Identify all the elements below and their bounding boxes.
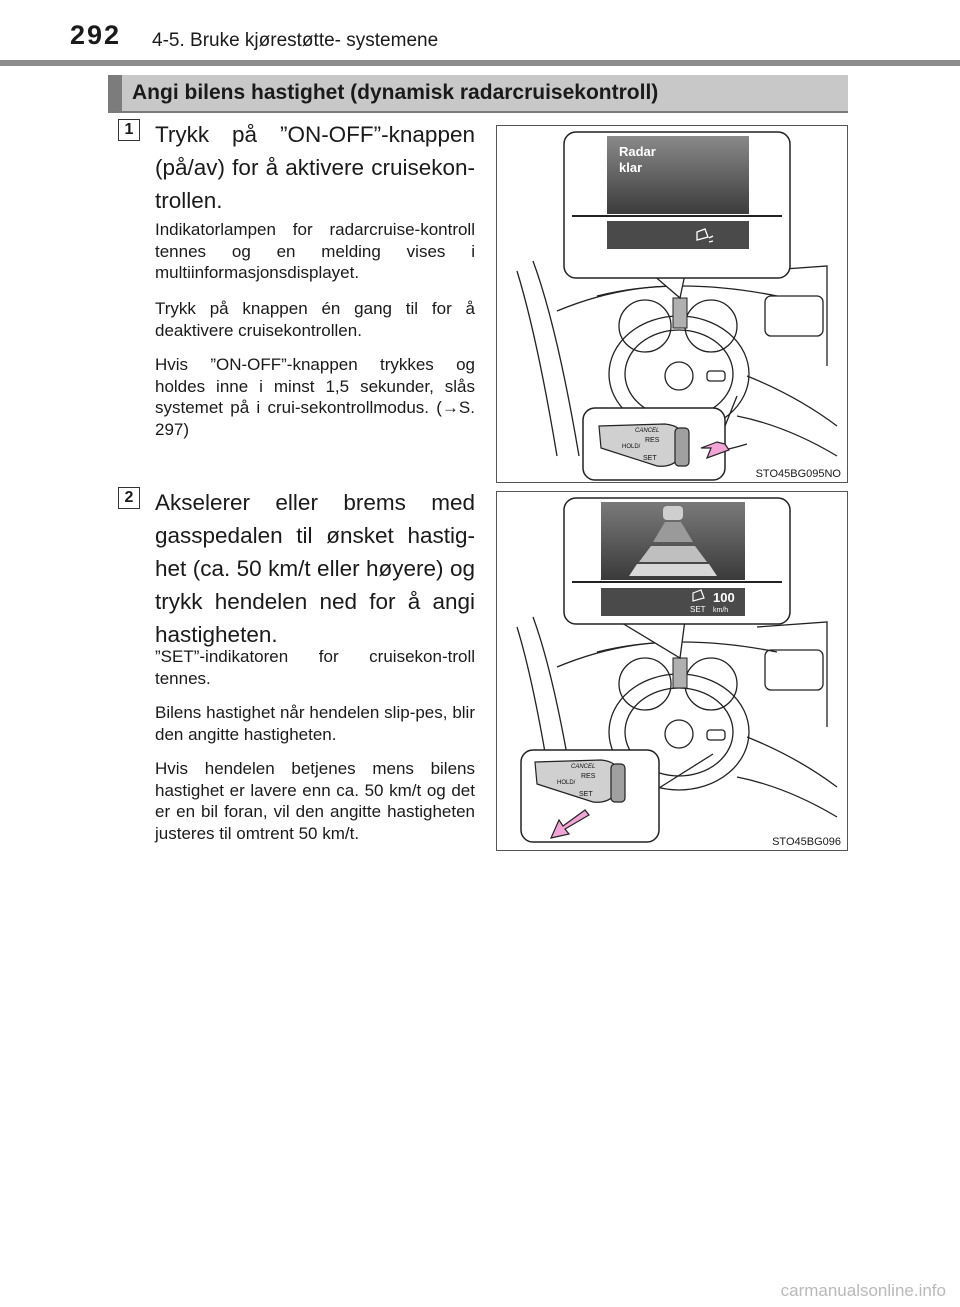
figure-code-2: STO45BG096 bbox=[772, 836, 841, 848]
step-2-number: 2 bbox=[118, 487, 140, 509]
figure-code-1: STO45BG095NO bbox=[755, 468, 841, 480]
lever-label-set: SET bbox=[643, 455, 657, 462]
display-message-line1: Radar bbox=[619, 144, 656, 159]
lever-label-cancel: CANCEL bbox=[635, 428, 660, 434]
step-2-figure bbox=[496, 491, 848, 851]
step-1-note-3: Hvis ”ON-OFF”-knappen trykkes og holdes inne i minst 1,5 sekunder, slås systemet på i crui-sekontrollmodus. (→S. 297) bbox=[155, 355, 475, 439]
section-title-accent bbox=[108, 75, 122, 111]
step-1-instruction: Trykk på ”ON-OFF”-knappen (på/av) for å aktivere cruisekon-trollen. bbox=[155, 122, 475, 213]
lever-label-res: RES bbox=[645, 437, 660, 444]
step-2-note-1: ”SET”-indikatoren for cruisekon-troll tennes. bbox=[155, 647, 475, 688]
step-1-figure bbox=[496, 125, 848, 483]
step-2-note-3: Hvis hendelen betjenes mens bilens hastighet er lavere enn ca. 50 km/t og det er en bil foran, vil den angitte hastigheten justeres til omtrent 50 km/t. bbox=[155, 759, 475, 843]
step-2-note-2: Bilens hastighet når hendelen slip-pes, blir den angitte hastigheten. bbox=[155, 703, 475, 744]
lever-label-hold: HOLD/ bbox=[622, 444, 641, 450]
section-title: Angi bilens hastighet (dynamisk radarcruisekontroll) bbox=[132, 81, 659, 104]
section-title-bar bbox=[108, 75, 848, 113]
display-message-line2: klar bbox=[619, 160, 643, 175]
lever-label-cancel: CANCEL bbox=[571, 764, 596, 770]
header-rule bbox=[0, 60, 960, 66]
lever-label-hold: HOLD/ bbox=[557, 780, 576, 786]
step-1-note-2: Trykk på knappen én gang til for å deaktivere cruisekontrollen. bbox=[155, 299, 475, 340]
step-2-instruction: Akselerer eller brems med gasspedalen til ønsket hastig-het (ca. 50 km/t eller høyere) og trykk hendelen ned for å angi hastigheten. bbox=[155, 490, 475, 647]
step-1-number: 1 bbox=[118, 119, 140, 141]
set-speed-value: 100 bbox=[713, 590, 735, 605]
page-number: 292 bbox=[70, 20, 122, 50]
set-speed-unit: km/h bbox=[713, 607, 729, 614]
section-path: 4-5. Bruke kjørestøtte- systemene bbox=[152, 30, 439, 51]
lever-label-res: RES bbox=[581, 773, 596, 780]
lever-label-set: SET bbox=[579, 791, 593, 798]
step-1-note-1: Indikatorlampen for radarcruise-kontroll tennes og en melding vises i multiinformasjonsdisplayet. bbox=[155, 220, 475, 282]
set-indicator: SET bbox=[690, 605, 706, 614]
watermark: carmanualsonline.info bbox=[780, 1281, 946, 1300]
